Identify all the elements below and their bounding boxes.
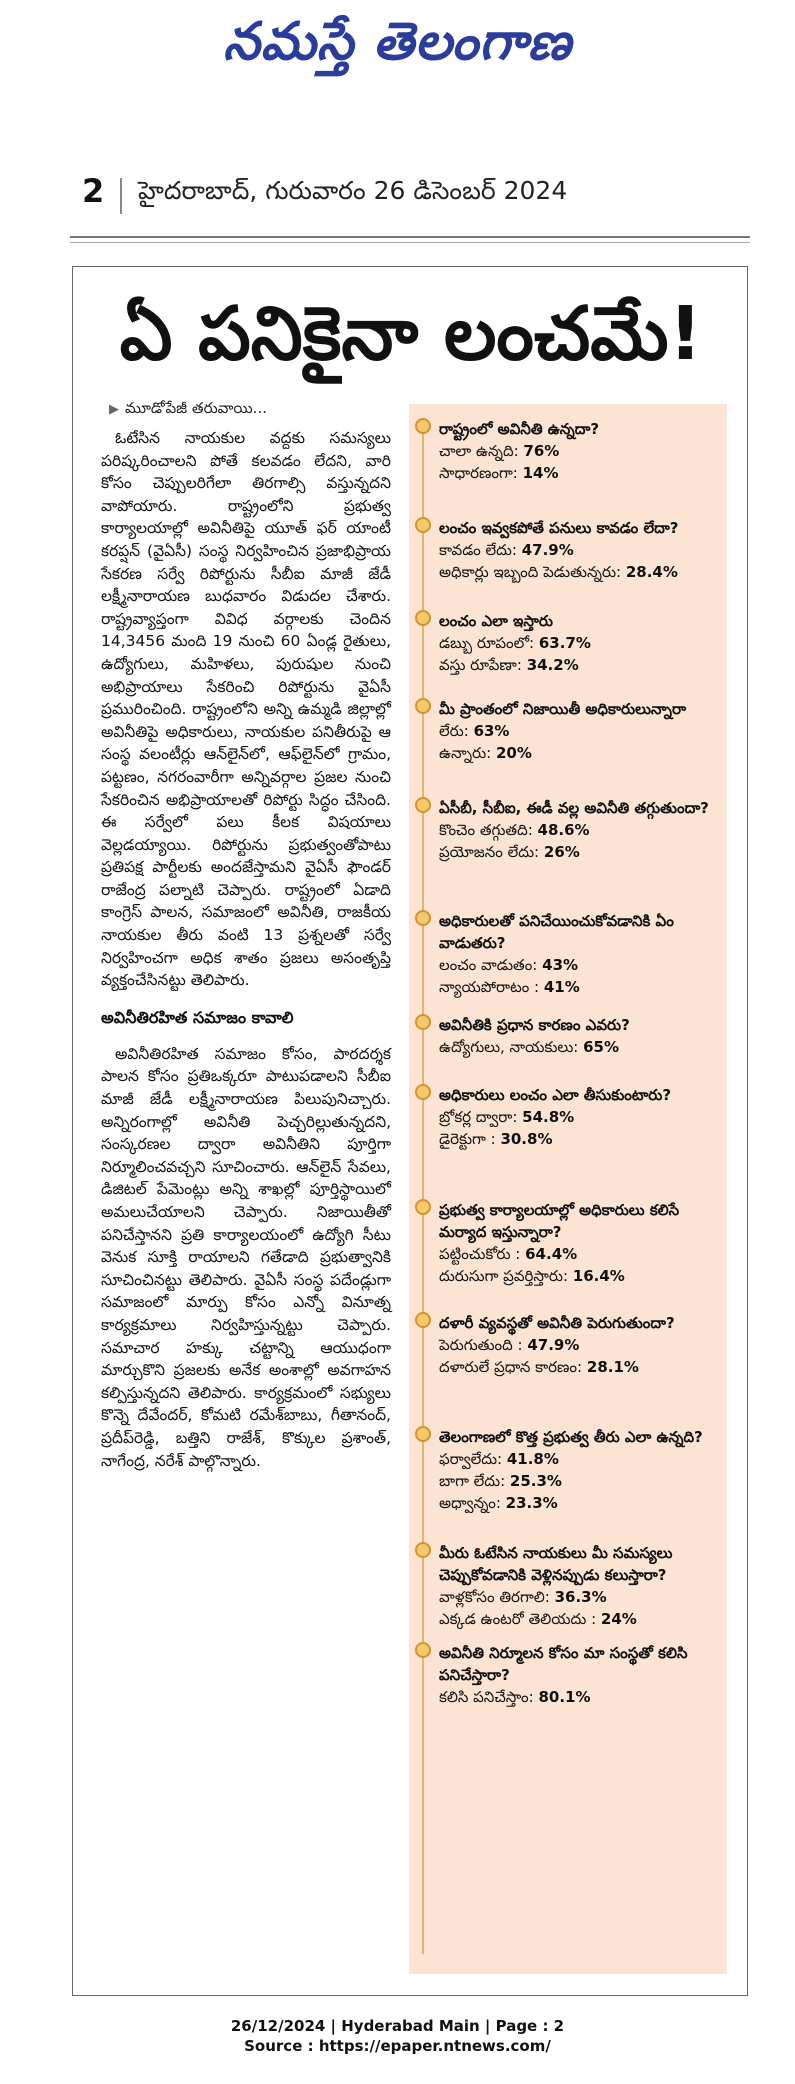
- answer-label: డైరెక్టుగా :: [439, 1130, 496, 1148]
- survey-answer: [439, 742, 727, 764]
- answer-label: ఫర్వాలేదు:: [439, 1450, 503, 1468]
- survey-answer: [439, 954, 727, 976]
- answer-label: ఉద్యోగులు, నాయకులు:: [439, 1038, 579, 1056]
- survey-question: ఏసీబీ, సీబీఐ, ఈడీ వల్ల అవినీతి తగ్గుతుందా?: [439, 799, 709, 817]
- answer-value: 64.4%: [525, 1245, 578, 1263]
- answer-value: 80.1%: [538, 1688, 591, 1706]
- body-paragraph-1: ఓటేసిన నాయకుల వద్దకు సమస్యలు పరిష్కరించాలని పోతే కలవడం లేదని, వారి కోసం చెప్పులరిగేలా తిరగాల్సి వస్తున్నదని వాపోయారు. రాష్ట్రంలోని ప్రభుత్వ కార్యాలయాల్లో అవినీతిపై యూత్ ఫర్ యాంటీ కరప్షన్ (వైఏసీ) సంస్థ నిర్వహించిన ప్రజాభిప్రాయ సేకరణ సర్వే రిపోర్టును సీబీఐ మాజీ జేడీ లక్ష్మీనారాయణ బుధవారం విడుదల చేశారు. రాష్ట్రవ్యాప్తంగా వివిధ వర్గాలకు చెందిన 14,3456 మంది 19 నుంచి 60 ఏండ్ల రైతులు, ఉద్యోగులు, మహిళలు, పురుషుల నుంచి అభిప్రాయాలు సేకరించి రిపోర్టును వైఏసీ ప్రమురించింది. రాష్ట్రంలోని అన్ని ఉమ్మడి జిల్లాల్లో అవినీతిపై అధికారులు, నాయకుల పనితీరుపై ఆ సంస్థ వలంటీర్లు ఆన్‌లైన్‌లో, ఆఫ్‌లైన్‌లో గ్రామం, పట్టణం, నగరంవారీగా అన్నివర్గాల ప్రజల నుంచి సేకరించిన అభిప్రాయాలతో రిపోర్టు సిద్ధం చేసింది. ఈ సర్వేలో పలు కీలక విషయాలు వెల్లడయ్యాయి. రిపోర్టును ప్రభుత్వంతోపాటు ప్రతిపక్ష పార్టీలకు అందజేస్తామని వైఏసీ ఫౌండర్ రాజేంద్ర పల్నాటి చెప్పారు. రాష్ట్రంలో ఏడాది కాంగ్రెస్ పాలన, సమాజంలో అవినీతి, రాజకీయ నాయకుల తీరు వంటి 13 ప్రశ్నలతో సర్వే నిర్వహించగా అధిక శాతం ప్రజలు అసంతృప్తి వ్యక్తంచేసినట్టు తెలిపారు.: [101, 429, 391, 990]
- answer-value: 34.2%: [526, 656, 579, 674]
- triangle-right-icon: ▶: [109, 402, 119, 417]
- bullet-dot-icon: [415, 698, 431, 714]
- survey-question: అధికారులతో పనిచేయించుకోవడానికి ఏం వాడుతరు?: [439, 912, 674, 952]
- survey-item: [409, 1014, 727, 1058]
- survey-answer: [439, 1608, 727, 1630]
- article-body: [101, 427, 391, 1472]
- answer-label: లంచం వాడుతం:: [439, 956, 538, 974]
- dateline-divider: [120, 178, 122, 214]
- bullet-dot-icon: [415, 910, 431, 926]
- bullet-dot-icon: [415, 610, 431, 626]
- survey-question: మీ ప్రాంతంలో నిజాయితీ అధికారులున్నారా: [439, 700, 687, 718]
- answer-label: చాలా ఉన్నది:: [439, 442, 519, 460]
- bullet-dot-icon: [415, 1084, 431, 1100]
- answer-value: 30.8%: [500, 1130, 553, 1148]
- header-rule: [70, 236, 750, 238]
- survey-item: [409, 1426, 727, 1514]
- survey-answer: [439, 1686, 727, 1708]
- survey-answer: [439, 1243, 727, 1265]
- answer-value: 43%: [542, 956, 579, 974]
- answer-value: 63%: [473, 722, 510, 740]
- answer-value: 20%: [495, 744, 532, 762]
- subheading: అవినీతిరహిత సమాజం కావాలి: [101, 1007, 294, 1027]
- answer-label: వాళ్లకోసం తిరగాలి:: [439, 1588, 550, 1606]
- survey-item: [409, 418, 727, 484]
- answer-value: 41%: [543, 978, 580, 996]
- answer-label: అధ్వాన్నం:: [439, 1494, 501, 1512]
- survey-question: తెలంగాణలో కొత్త ప్రభుత్వ తీరు ఎలా ఉన్నది?: [439, 1428, 703, 1446]
- answer-value: 48.6%: [537, 821, 590, 839]
- survey-item: [409, 1084, 727, 1150]
- survey-answer: [439, 1106, 727, 1128]
- survey-answer: [439, 1356, 727, 1378]
- survey-answer: [439, 819, 727, 841]
- answer-label: బాగా లేదు:: [439, 1472, 506, 1490]
- survey-answer: [439, 440, 727, 462]
- footer-edition: 26/12/2024 | Hyderabad Main | Page : 2: [230, 2017, 565, 2035]
- survey-question: ప్రభుత్వ కార్యాలయాల్లో అధికారులు కలిసే మర్యాద ఇస్తున్నారా?: [439, 1201, 680, 1241]
- answer-value: 47.9%: [521, 541, 574, 559]
- answer-value: 41.8%: [506, 1450, 559, 1468]
- survey-question: రాష్ట్రంలో అవినీతి ఉన్నదా?: [439, 420, 600, 438]
- answer-label: న్యాయపోరాటం :: [439, 978, 540, 996]
- bullet-dot-icon: [415, 517, 431, 533]
- survey-item: [409, 1642, 727, 1708]
- answer-label: లేరు:: [439, 722, 469, 740]
- answer-label: కావడం లేదు:: [439, 541, 517, 559]
- answer-value: 54.8%: [522, 1108, 575, 1126]
- answer-value: 26%: [543, 843, 580, 861]
- survey-panel: [409, 404, 727, 1974]
- survey-item: [409, 910, 727, 998]
- answer-value: 76%: [523, 442, 560, 460]
- answer-value: 65%: [583, 1038, 620, 1056]
- survey-answer: [439, 462, 727, 484]
- survey-item: [409, 1199, 727, 1287]
- answer-label: డబ్బు రూపంలో:: [439, 634, 535, 652]
- survey-answer: [439, 1470, 727, 1492]
- bullet-dot-icon: [415, 1642, 431, 1658]
- answer-label: పట్టించుకోరు :: [439, 1245, 521, 1263]
- survey-item: [409, 517, 727, 583]
- bullet-dot-icon: [415, 1199, 431, 1215]
- answer-label: దురుసుగా ప్రవర్తిస్తారు:: [439, 1267, 568, 1285]
- footer-source: Source : https://epaper.ntnews.com/: [244, 2037, 551, 2055]
- bullet-dot-icon: [415, 1312, 431, 1328]
- survey-answer: [439, 1128, 727, 1150]
- survey-question: లంచం ఇవ్వకపోతే పనులు కావడం లేదా?: [439, 519, 679, 537]
- answer-value: 14%: [522, 464, 559, 482]
- survey-answer: [439, 1265, 727, 1287]
- answer-label: వస్తు రూపేణా:: [439, 656, 522, 674]
- survey-answer: [439, 1334, 727, 1356]
- answer-label: కలిసి పనిచేస్తాం:: [439, 1688, 534, 1706]
- survey-answer: [439, 976, 727, 998]
- answer-value: 16.4%: [572, 1267, 625, 1285]
- answer-value: 63.7%: [538, 634, 591, 652]
- continued-note: [109, 399, 267, 421]
- survey-item: [409, 1542, 727, 1630]
- survey-answer: [439, 1448, 727, 1470]
- bullet-dot-icon: [415, 797, 431, 813]
- footer: [0, 2016, 795, 2056]
- continued-text: మూడోపేజీ తరువాయి...: [125, 399, 267, 417]
- survey-question: దళారీ వ్యవస్థతో అవినీతి పెరుగుతుందా?: [439, 1314, 675, 1332]
- answer-label: పెరుగుతుంది :: [439, 1336, 523, 1354]
- survey-item: [409, 1312, 727, 1378]
- answer-value: 24%: [600, 1610, 637, 1628]
- body-paragraph-2: అవినీతిరహిత సమాజం కోసం, పారదర్శక పాలన కోసం ప్రతిఒక్కరూ పాటుపడాలని సీబీఐ మాజీ జేడీ లక్ష్మీనారాయణ పిలుపునిచ్చారు. అన్నిరంగాల్లో అవినీతి పెచ్చరిల్లుతున్నదని, సంస్కరణల ద్వారా అవినీతిని పూర్తిగా నిర్మూలించవచ్చని సూచించారు. ఆన్‌లైన్ సేవలు, డిజిటల్ పేమెంట్లు అన్ని శాఖల్లో పూర్తిస్థాయిలో అమలుచేయాలని చెప్పారు. నిజాయితీతో పనిచేస్తానని ప్రతి కార్యాలయంలో ఉద్యోగి సీటు వెనుక సూక్తి రాయాలని గతేడాది ప్రభుత్వానికి సూచించినట్టు తెలిపారు. వైఏసీ సంస్థ పదేండ్లుగా సమాజంలో మార్పు కోసం ఎన్నో వినూత్న కార్యక్రమాలు నిర్వహిస్తున్నట్టు చెప్పారు. సమాచార హక్కు చట్టాన్ని ఆయుధంగా మార్చుకొని ప్రజలకు అనేక అంశాల్లో అవగాహన కల్పిస్తున్నదని తెలిపారు. కార్యక్రమంలో సభ్యులు కొన్నె దేవేందర్, కోమటి రమేశ్‌బాబు, గీతానంద్, ప్రదీప్‌రెడ్డి, బత్తిని రాజేశ్, కొక్కుల ప్రశాంత్, నాగేంద్ర, నరేశ్ పాల్గొన్నారు.: [101, 1044, 391, 1470]
- header-rule-thin: [70, 242, 750, 243]
- answer-label: ఉన్నారు:: [439, 744, 492, 762]
- dateline-row: [72, 172, 772, 222]
- survey-answer: [439, 654, 727, 676]
- survey-answer: [439, 561, 727, 583]
- answer-label: ఎక్కడ ఉంటరో తెలియదు :: [439, 1610, 597, 1628]
- survey-question: అవినీతి నిర్మూలన కోసం మా సంస్థతో కలిసి పనిచేస్తారా?: [439, 1644, 688, 1684]
- headline: ఏ పనికైనా లంచమే!: [119, 291, 703, 377]
- bullet-dot-icon: [415, 1014, 431, 1030]
- bullet-dot-icon: [415, 1426, 431, 1442]
- answer-label: దళారులే ప్రధాన కారణం:: [439, 1358, 583, 1376]
- survey-answer: [439, 632, 727, 654]
- survey-item: [409, 610, 727, 676]
- bullet-dot-icon: [415, 1542, 431, 1558]
- answer-label: సాధారణంగా:: [439, 464, 518, 482]
- answer-value: 28.4%: [625, 563, 678, 581]
- survey-answer: [439, 720, 727, 742]
- survey-item: [409, 698, 727, 764]
- answer-value: 23.3%: [505, 1494, 558, 1512]
- answer-value: 47.9%: [527, 1336, 580, 1354]
- survey-question: లంచం ఎలా ఇస్తారు: [439, 612, 553, 630]
- dateline: హైదరాబాద్, గురువారం 26 డిసెంబర్ 2024: [138, 176, 568, 205]
- answer-value: 25.3%: [509, 1472, 562, 1490]
- bullet-dot-icon: [415, 418, 431, 434]
- survey-answer: [439, 1586, 727, 1608]
- survey-question: అవినీతికి ప్రధాన కారణం ఎవరు?: [439, 1016, 630, 1034]
- answer-value: 36.3%: [554, 1588, 607, 1606]
- answer-label: అధికార్లు ఇబ్బంది పెడుతున్నరు:: [439, 563, 622, 581]
- answer-label: ప్రయోజనం లేదు:: [439, 843, 540, 861]
- answer-label: బ్రోకర్ల ద్వారా:: [439, 1108, 518, 1126]
- survey-item: [409, 797, 727, 863]
- masthead-logo: నమస్తే తెలంగాణ: [223, 12, 572, 72]
- survey-answer: [439, 1492, 727, 1514]
- survey-answer: [439, 841, 727, 863]
- article-box: [72, 266, 748, 1996]
- answer-value: 28.1%: [586, 1358, 639, 1376]
- survey-question: మీరు ఓటేసిన నాయకులు మీ సమస్యలు చెప్పుకోవడానికి వెళ్లినప్పుడు కలుస్తారా?: [439, 1544, 673, 1584]
- survey-question: అధికారులు లంచం ఎలా తీసుకుంటారు?: [439, 1086, 672, 1104]
- survey-answer: [439, 539, 727, 561]
- survey-answer: [439, 1036, 727, 1058]
- answer-label: కొంచెం తగ్గుతది:: [439, 821, 533, 839]
- page-number: 2: [82, 172, 105, 210]
